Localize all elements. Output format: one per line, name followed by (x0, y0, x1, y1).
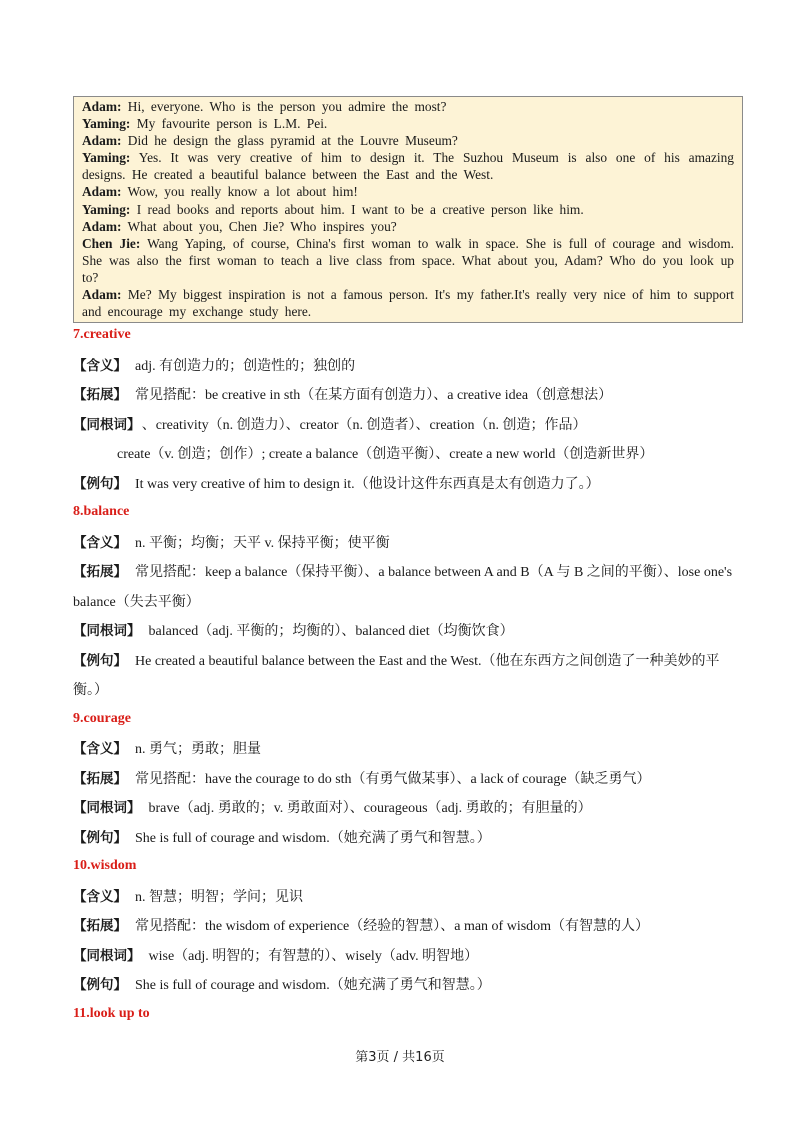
utterance: My favourite person is L.M. Pei. (136, 116, 328, 132)
entry-word-look-up-to: 11.look up to (73, 1005, 150, 1021)
example-row (73, 470, 733, 500)
example-text: He created a beautiful balance between the East and the West.（他在东西方之间创造了一种美妙的平衡。） (73, 653, 720, 698)
speaker: Chen Jie: (82, 235, 141, 251)
entry-word-balance: 8.balance (73, 504, 130, 519)
speaker: Yaming: (82, 201, 131, 217)
utterance: Me? My biggest inspiration is not a famous person. It's my father.It's really very nice of him to support and encourage my exchange study here. (82, 287, 734, 320)
dialogue-line (82, 286, 734, 320)
example-row (73, 647, 733, 706)
cognate-text: create（v. 创造；创作）; create a balance（创造平衡）、create a new world（创造新世界） (117, 447, 654, 462)
meaning-row (73, 352, 733, 382)
extension-row (73, 558, 733, 617)
extension-text: 常见搭配：the wisdom of experience（经验的智慧）、a man of wisdom（有智慧的人） (135, 919, 650, 934)
cognate-row (73, 617, 733, 647)
meaning-text: n. 平衡；均衡；天平 v. 保持平衡；使平衡 (135, 535, 390, 551)
dialogue-box (73, 96, 743, 323)
dialogue-line (82, 98, 734, 115)
speaker: Yaming: (82, 150, 131, 166)
cognate-label: 【同根词】 (73, 623, 141, 639)
speaker: Adam: (82, 99, 122, 114)
meaning-label: 【含义】 (73, 357, 127, 374)
speaker: Adam: (82, 218, 122, 234)
cognate-text: brave（adj. 勇敢的；v. 勇敢面对）、courageous（adj. 勇敢的；有胆量的） (148, 801, 592, 816)
speaker: Adam: (82, 287, 122, 303)
extension-text: 常见搭配：be creative in sth（在某方面有创造力）、a creative idea（创意想法） (135, 388, 613, 403)
meaning-label: 【含义】 (73, 534, 127, 551)
cognate-row (73, 411, 733, 441)
meaning-row (73, 529, 733, 559)
example-label: 【例句】 (73, 475, 127, 492)
dialogue-line (82, 235, 734, 286)
extension-label: 【拓展】 (73, 387, 127, 403)
dialogue-line (82, 201, 734, 218)
example-text: She is full of courage and wisdom.（她充满了勇气和智慧。） (135, 830, 491, 846)
cognate-label: 【同根词】 (73, 800, 141, 816)
dialogue-line (82, 218, 734, 235)
example-row (73, 971, 733, 1001)
cognate-label: 【同根词】 (73, 947, 141, 964)
dialogue-line (82, 115, 734, 132)
extension-label: 【拓展】 (73, 564, 127, 580)
extension-label: 【拓展】 (73, 918, 127, 934)
meaning-label: 【含义】 (73, 888, 127, 905)
example-label: 【例句】 (73, 652, 127, 669)
extension-text: 常见搭配：keep a balance（保持平衡）、a balance between A and B（A 与 B 之间的平衡）、lose one's balance（失去平衡） (73, 565, 733, 610)
cognate-text: wise（adj. 明智的；有智慧的）、wisely（adv. 明智地） (148, 948, 479, 964)
utterance: Wow, you really know a lot about him! (127, 184, 358, 200)
meaning-text: n. 勇气；勇敢；胆量 (135, 742, 261, 757)
dialogue-line (82, 183, 734, 200)
extension-label: 【拓展】 (73, 770, 127, 787)
dialogue-line (82, 132, 734, 149)
example-label: 【例句】 (73, 829, 127, 846)
entry-word-wisdom: 10.wisdom (73, 858, 137, 873)
utterance: Wang Yaping, of course, China's first woman to walk in space. She is full of courage and wisdom. She was also the first woman to teach a live class from space. What about you, Adam? Who do you look up to? (82, 235, 734, 285)
entry-word-creative: 7.creative (73, 327, 131, 342)
speaker: Yaming: (82, 116, 131, 132)
cognate-text: balanced（adj. 平衡的；均衡的）、balanced diet（均衡饮食） (148, 624, 514, 639)
meaning-label: 【含义】 (73, 741, 127, 757)
vocabulary-section (73, 322, 733, 1030)
meaning-row (73, 883, 733, 913)
speaker: Adam: (82, 133, 122, 149)
example-row (73, 824, 733, 854)
extension-row (73, 912, 733, 942)
page-footer: 第3页 / 共16页 (355, 1050, 445, 1065)
example-label: 【例句】 (73, 977, 127, 993)
cognate-row (73, 794, 733, 824)
cognate-text: 、creativity（n. 创造力）、creator（n. 创造者）、creation（n. 创造；作品） (141, 417, 587, 433)
meaning-text: adj. 有创造力的；创造性的；独创的 (135, 358, 356, 374)
extension-row (73, 765, 733, 795)
utterance: Yes. It was very creative of him to design it. The Suzhou Museum is also one of his amazing designs. He created a beautiful balance between the East and the West. (82, 150, 734, 183)
extension-text: 常见搭配：have the courage to do sth（有勇气做某事）、a lack of courage（缺乏勇气） (135, 771, 651, 787)
cognate-row (73, 942, 733, 972)
dialogue-line (82, 149, 734, 183)
speaker: Adam: (82, 184, 122, 200)
extension-row (73, 381, 733, 411)
utterance: What about you, Chen Jie? Who inspires you? (127, 218, 397, 234)
meaning-row (73, 735, 733, 765)
example-text: It was very creative of him to design it.（他设计这件东西真是太有创造力了。） (135, 476, 600, 492)
cognate-continued-row (73, 440, 733, 470)
meaning-text: n. 智慧；明智；学问；见识 (135, 889, 303, 905)
utterance: Did he design the glass pyramid at the Louvre Museum? (127, 133, 458, 149)
utterance: I read books and reports about him. I want to be a creative person like him. (136, 201, 584, 217)
entry-word-courage: 9.courage (73, 710, 131, 726)
example-text: She is full of courage and wisdom.（她充满了勇气和智慧。） (135, 978, 491, 993)
cognate-label: 【同根词】 (73, 416, 134, 433)
utterance: Hi, everyone. Who is the person you admire the most? (127, 99, 447, 114)
